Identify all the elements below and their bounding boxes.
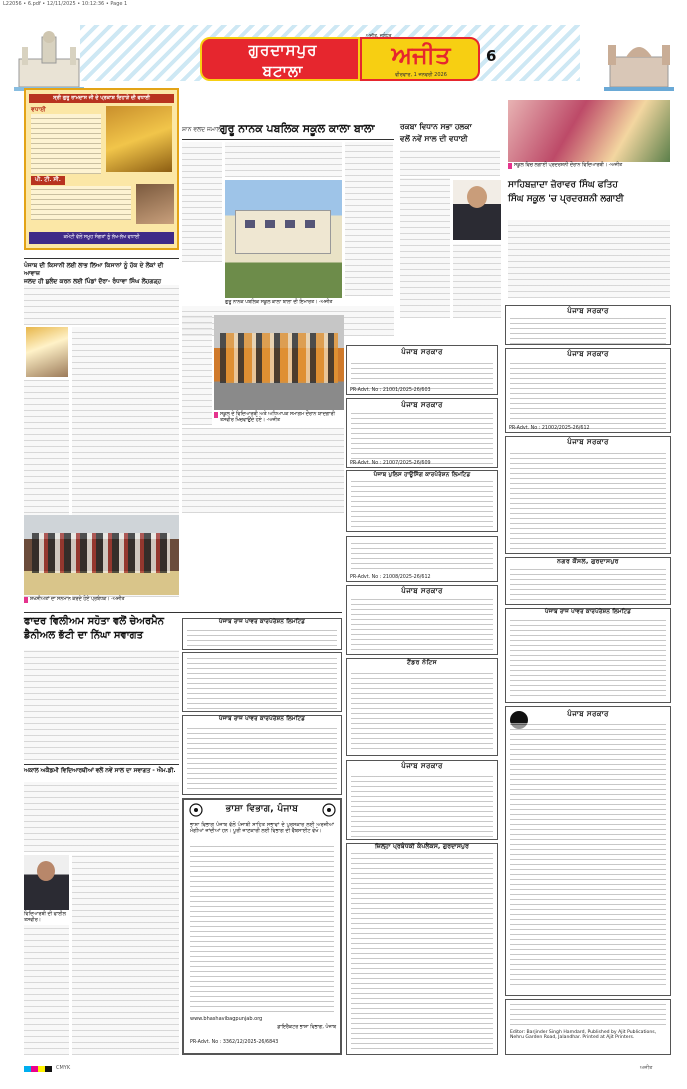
brand-gurdaspur: ਗੁਰਦਾਸਪੁਰ	[248, 41, 318, 59]
print-strip-text: L22056 • 6.pdf • 12/11/2025 • 10:12:36 • Page 1	[3, 1, 128, 7]
ad-police-housing-title: ਪੰਜਾਬ ਪੁਲਿਸ ਹਾਊਸਿੰਗ ਕਾਰਪੋਰੇਸ਼ਨ ਲਿਮਟਿਡ	[373, 472, 471, 478]
felicitation-photo	[24, 515, 179, 595]
ad-mini-secretariat	[346, 843, 498, 1055]
ad-nagar-council	[505, 557, 671, 605]
ad-punjab-sarkar-title: ਪੰਜਾਬ ਸਰਕਾਰ	[567, 437, 609, 446]
ad-bhasha-sign: ਡਾਇਰੈਕਟਰ ਭਾਸ਼ਾ ਵਿਭਾਗ, ਪੰਜਾਬ	[277, 1025, 336, 1030]
ad-punjab-sarkar-8	[346, 760, 498, 840]
ad-punjab-sarkar-title: ਪੰਜਾਬ ਸਰਕਾਰ	[401, 347, 443, 356]
ad-punjab-sarkar-title: ਪੰਜਾਬ ਸਰਕਾਰ	[567, 306, 609, 315]
student-portrait	[24, 855, 69, 910]
ad-tender-table	[182, 652, 342, 712]
farmers-story-header	[24, 262, 179, 286]
akal-academy-headline: ਅਕਾਲ ਅਕੈਡਮੀ ਵਿਦਿਆਰਥੀਆਂ ਵਲੋਂ ਨਵੇਂ ਸਾਲ ਦਾ ਸਵਾਗਤ - ਐਮ.ਡੀ.	[24, 768, 176, 774]
felicitation-caption: ਸ਼ਖਸੀਅਤਾਂ ਦਾ ਸਨਮਾਨ ਕਰਦੇ ਹੋਏ ਪ੍ਰਬੰਧਕ। -ਅਜੀਤ	[30, 597, 125, 602]
ad-pr-number: PR-Advt. No : 21008/2025-26/612	[350, 575, 431, 580]
farmers-headline-1: ਪੰਜਾਬ ਦੀ ਕਿਸਾਨੀ ਲਈ ਲਾਭ ਲਿਆ ਕਿਸਾਨਾਂ ਨੂੰ ਹੱਕ ਦੇ ਲੋਕਾਂ ਦੀ ਆਵਾਜ਼	[24, 262, 164, 277]
politician-portrait	[453, 180, 501, 240]
ad-mini-secretariat-title: ਜ਼ਿਲ੍ਹਾ ਪ੍ਰਬੰਧਕੀ ਕੰਪਲੈਕਸ, ਗੁਰਦਾਸਪੁਰ	[375, 844, 469, 850]
father-headline-1: ਫਾਦਰ ਵਿਲੀਅਮ ਸਹੋਤਾ ਵਲੋਂ ਚੇਅਰਮੈਨ	[24, 616, 165, 627]
ad-pspcl-title: ਪੰਜਾਬ ਰਾਜ ਪਾਵਰ ਕਾਰਪੋਰੇਸ਼ਨ ਲਿਮਟਿਡ	[544, 609, 632, 615]
brand-ajit: ਅਜੀਤ	[391, 41, 451, 69]
school-story-header	[182, 122, 375, 138]
ad-punjab-sarkar-4	[505, 348, 671, 433]
caption-marker	[214, 412, 218, 418]
rule	[24, 612, 342, 613]
ad-tender-notice-title: ਟੈਂਡਰ ਨੋਟਿਸ	[406, 659, 438, 666]
greeting-ad-headline: ਸ੍ਰੀ ਗੁਰੂ ਰਾਮਦਾਸ ਜੀ ਦੇ ਪ੍ਰਕਾਸ਼ ਦਿਹਾੜੇ ਦੀ ਵਧਾਈ	[29, 94, 174, 103]
greeting-ad-body-2	[31, 186, 131, 220]
ad-bhasha-vibhag-body: ਭਾਸ਼ਾ ਵਿਭਾਗ ਪੰਜਾਬ ਵੱਲੋਂ ਪੰਜਾਬੀ ਸਾਹਿਤ ਸਭਾਵਾਂ ਦੇ ਪੁਰਸਕਾਰ ਲਈ ਅਰਜ਼ੀਆਂ ਮੰਗੀਆਂ ਜਾਂਦੀਆਂ ਹਨ। ਪੂਰੀ ਜਾਣਕਾਰੀ ਲਈ ਵਿਭਾਗ ਦੀ ਵੈੱਬਸਾਈਟ ਵੇਖੋ।	[190, 822, 334, 834]
page-footer	[0, 1062, 687, 1089]
caption-marker	[508, 163, 512, 169]
school-story-kicker: ਸ਼ਾਨ ਵਲਦ ਜਮਾਲ -	[182, 126, 225, 133]
group-photo-caption: ਸਕੂਲ ਦੇ ਵਿਦਿਆਰਥੀ ਅਤੇ ਅਧਿਆਪਕ ਸਮਾਗਮ ਦੌਰਾਨ ਯਾਦਗਾਰੀ ਤਸਵੀਰ ਖਿਚਵਾਉਂਦੇ ਹੋਏ। -ਅਜੀਤ	[220, 412, 335, 423]
school-story-headline: ਗੁਰੂ ਨਾਨਕ ਪਬਲਿਕ ਸਕੂਲ ਕਾਲਾ ਬਾਲਾ	[220, 122, 375, 135]
greeting-ad-name-tag: ਪੀ. ਟੀ. ਸੀ.	[31, 176, 65, 185]
ad-punjab-sarkar-9	[505, 706, 671, 996]
rule	[182, 139, 394, 140]
ad-bhasha-website: www.bhashavibagpunjab.org	[190, 1016, 263, 1022]
gurdwara-illustration-right	[604, 31, 674, 91]
footer-right: ਅਜੀਤ	[640, 1065, 653, 1071]
golden-temple-photo	[106, 106, 172, 172]
zorawar-story-header	[508, 180, 670, 204]
ad-punjab-sarkar-title: ਪੰਜਾਬ ਸਰਕਾਰ	[567, 349, 609, 358]
print-strip	[0, 0, 687, 9]
zorawar-headline-1: ਸਾਹਿਬਜ਼ਾਦਾ ਜ਼ੋਰਾਵਰ ਸਿੰਘ ਫਤਿਹ	[508, 180, 618, 190]
ad-pr-number: PR-Advt. No : 21002/2025-26/612	[509, 426, 590, 431]
ad-punjab-sarkar-title: ਪੰਜਾਬ ਸਰਕਾਰ	[401, 400, 443, 409]
farmers-headline-2: ਜਲਦ ਹੀ ਬੁਲੰਦ ਕਰਨ ਲਈ ਪਿੰਡਾਂ ਦੌਰਾ- ਰੰਧਾਵਾ ਸਿੰਘ ਲੋਹਗੜ੍ਹ	[24, 278, 162, 285]
greeting-ad	[24, 88, 179, 250]
ad-punjab-sarkar-title: ਪੰਜਾਬ ਸਰਕਾਰ	[567, 709, 609, 718]
ad-pspcl-3	[505, 608, 671, 703]
school-story-text-right	[345, 142, 393, 296]
school-story-column-text	[182, 142, 222, 262]
father-headline-2: ਡੈਨੀਅਲ ਭੱਟੀ ਦਾ ਨਿੱਘਾ ਸਵਾਗਤ	[24, 630, 143, 641]
brand-left-block	[200, 37, 360, 81]
zorawar-headline-2: ਸਿੰਘ ਸਕੂਲ 'ਚ ਪ੍ਰਦਰਸ਼ਨੀ ਲਗਾਈ	[508, 194, 624, 204]
ad-tender-notice	[346, 658, 498, 756]
ad-bhasha-vibhag-title: ਭਾਸ਼ਾ ਵਿਭਾਗ, ਪੰਜਾਬ	[225, 804, 299, 814]
group-story-text-left	[182, 315, 212, 425]
akal-story-text-2	[72, 855, 179, 1055]
brand-tag: ਅਜੀਤ, ਜਲੰਧਰ	[366, 34, 392, 39]
greeting-ad-footer: ਕਮੇਟੀ ਵੱਲੋਂ ਸਮੂਹ ਸੰਗਤਾਂ ਨੂੰ ਲੱਖ-ਲੱਖ ਵਧਾਈ	[29, 232, 174, 244]
imprint-box	[505, 999, 671, 1055]
student-portrait-caption: ਵਿਦਿਆਰਥੀ ਦੀ ਫਾਈਲ ਤਸਵੀਰ।	[24, 912, 66, 923]
farmers-story-text-top	[24, 285, 179, 325]
ad-bhasha-vibhag-lines	[190, 842, 334, 1012]
imprint-text: Editor: Barjinder Singh Hamdard, Published by Ajit Publications, Nehru Garden Road, Jalandhar. Printed at Ajit Printers.	[510, 1030, 657, 1041]
right-story-headline-1: ਰਕਬਾ ਵਿਧਾਨ ਸਭਾ ਹਲਕਾ	[400, 122, 472, 131]
exhibition-photo-caption: ਸਕੂਲ ਵਿਚ ਲਗਾਈ ਪ੍ਰਦਰਸ਼ਨੀ ਦੌਰਾਨ ਵਿਦਿਆਰਥੀ। -ਅਜੀਤ	[514, 163, 623, 168]
father-story-text	[24, 650, 179, 760]
ad-pspcl-title: ਪੰਜਾਬ ਰਾਜ ਪਾਵਰ ਕਾਰਪੋਰੇਸ਼ਨ ਲਿਮਟਿਡ	[218, 716, 306, 722]
right-story-text-left	[400, 178, 450, 318]
bhasha-emblem-left-icon	[189, 803, 203, 817]
ad-pspcl-1	[182, 618, 342, 650]
akal-story-text	[24, 782, 179, 852]
ad-punjab-sarkar-title: ਪੰਜਾਬ ਸਰਕਾਰ	[401, 586, 443, 595]
school-building-photo	[225, 180, 342, 298]
ad-pspcl-title: ਪੰਜਾਬ ਰਾਜ ਪਾਵਰ ਕਾਰਪੋਰੇਸ਼ਨ ਲਿਮਟਿਡ	[218, 619, 306, 625]
rule	[24, 258, 179, 259]
portrait-photo	[136, 184, 174, 224]
greeting-ad-body	[31, 114, 101, 174]
ad-pr-number: PR-Advt. No : 21001/2025-26/603	[350, 388, 431, 393]
footer-left: CMYK	[56, 1065, 71, 1071]
ad-punjab-sarkar-2	[346, 398, 498, 468]
greeting-ad-label: ਵਧਾਈ	[31, 106, 46, 113]
ad-punjab-sarkar-1	[346, 345, 498, 395]
exhibition-photo	[508, 100, 670, 162]
school-story-text-top	[225, 142, 342, 177]
ad-punjab-sarkar-5	[505, 436, 671, 554]
page-number: 6	[486, 47, 497, 65]
right-story-headline-2: ਵਲੋਂ ਨਵੇਂ ਸਾਲ ਦੀ ਵਧਾਈ	[400, 134, 468, 143]
group-story-text-bottom	[182, 428, 344, 513]
brand-batala: ਬਟਾਲਾ	[262, 62, 304, 80]
ad-pr-number: PR-Advt. No : 21007/2025-26/609	[350, 461, 431, 466]
ad-punjab-sarkar-6	[346, 536, 498, 582]
color-registration-bar	[24, 1066, 52, 1072]
zorawar-story-text	[508, 220, 670, 298]
bhasha-emblem-right-icon	[322, 803, 336, 817]
right-story-text-top	[400, 150, 500, 176]
school-photo-caption: ਗੁਰੂ ਨਾਨਕ ਪਬਲਿਕ ਸਕੂਲ ਕਾਲਾ ਬਾਲਾ ਦੀ ਇਮਾਰਤ। -ਅਜੀਤ	[225, 300, 333, 305]
ad-punjab-sarkar-7	[346, 585, 498, 655]
ad-nagar-council-title: ਨਗਰ ਕੌਂਸਲ, ਗੁਰਦਾਸਪੁਰ	[557, 558, 619, 565]
ad-pspcl-2	[182, 715, 342, 795]
right-story-header	[400, 122, 500, 144]
golden-temple-illustration-left	[14, 29, 84, 91]
brand-right-block	[360, 34, 480, 81]
akal-story-text-3	[24, 925, 69, 1055]
ad-pr-number: PR-Advt. No : 3362/12/2025-26/6843	[190, 1040, 279, 1045]
caption-marker	[24, 597, 28, 603]
ad-punjab-sarkar-3	[505, 305, 671, 345]
group-photo	[214, 315, 344, 410]
dateline: ਵੀਰਵਾਰ, 1 ਜਨਵਰੀ 2026	[395, 72, 447, 78]
ad-punjab-sarkar-title: ਪੰਜਾਬ ਸਰਕਾਰ	[401, 761, 443, 770]
ad-police-housing	[346, 470, 498, 532]
rule	[24, 764, 179, 765]
leader-portrait	[26, 327, 68, 377]
right-story-text-right	[453, 244, 501, 318]
ad-bhasha-vibhag	[182, 798, 342, 1055]
